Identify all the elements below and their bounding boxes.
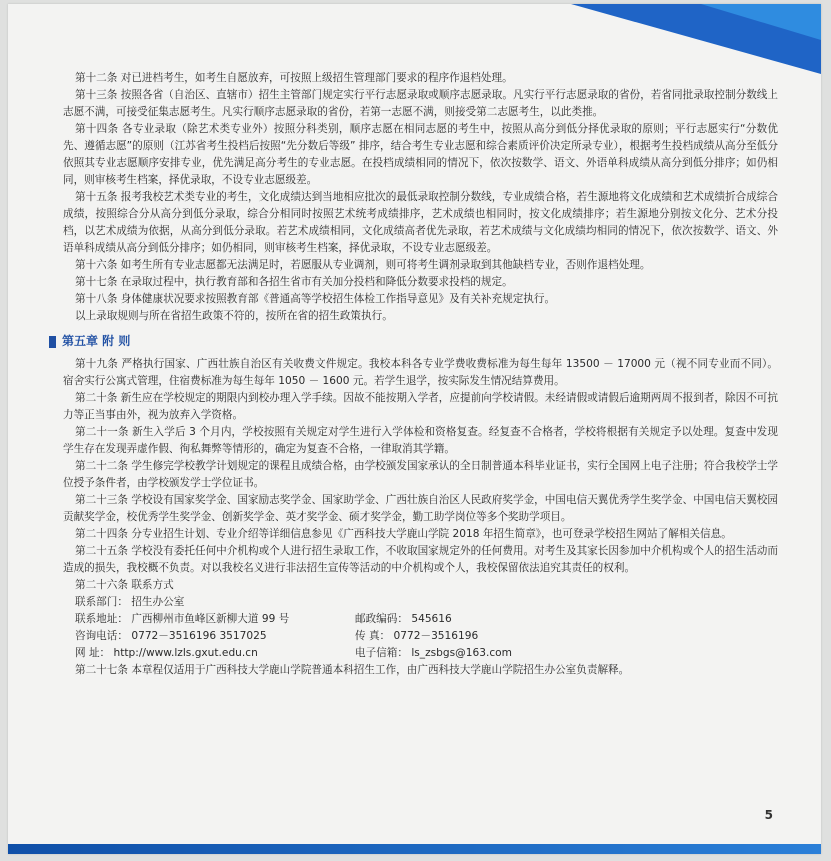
chapter-heading (49, 333, 778, 350)
contact-address: 联系地址： 广西柳州市鱼峰区新柳大道 99 号 (75, 613, 290, 625)
article-17: 第十七条 在录取过程中，执行教育部和各招生省市有关加分投档和降低分数要求投档的规定。 (75, 276, 513, 288)
contact-phone: 咨询电话： 0772－3516196 3517025 (75, 630, 267, 642)
contact-postcode: 邮政编码： 545616 (355, 613, 452, 625)
article-14: 第十四条 各专业录取（除艺术类专业外）按照分科类别，顺序志愿在相同志愿的考生中，按照从高分到低分择优录取的原则；平行志愿实行“分数优先、遵循志愿”的原则（江苏省考生投档后按照“先分数后等级” 排序，结合考生专业志愿和综合素质评价决定所录专业），根据考生投档成绩从高分至低分依照其专业志愿顺序安排专业，优先满足高分考生的专业志愿。在投档成绩相同的情况下，依次按数学、语文、外语单科成绩从高分到低分排序；如仍相同，则审核考生档案，择优录取，不设专业志愿级差。 (63, 123, 778, 186)
contact-row (75, 594, 778, 611)
contact-fax: 传 真： 0772－3516196 (355, 630, 479, 642)
article-24: 第二十四条 分专业招生计划、专业介绍等详细信息参见《广西科技大学鹿山学院 2018 年招生简章》，也可登录学校招生网站了解相关信息。 (75, 528, 732, 540)
contact-row (75, 628, 778, 645)
article-15: 第十五条 报考我校艺术类专业的考生，文化成绩达到当地相应批次的最低录取控制分数线，专业成绩合格，若生源地将文化成绩和艺术成绩折合成综合成绩，按照综合分从高分到低分录取，综合分相同时按照艺术统考成绩排序，艺术成绩也相同时，按文化成绩排序；若生源地分别按文化分、艺术分投档，以艺术成绩为依据，从高分到低分录取。若艺术成绩相同，文化成绩高者优先录取，若艺术成绩与文化成绩均相同的情况下，依次按数学、语文、外语单科成绩从高分到低分排序；如仍相同，则审核考生档案，择优录取，不设专业志愿级差。 (63, 191, 778, 254)
article-18: 第十八条 身体健康状况要求按照教育部《普通高等学校招生体检工作指导意见》及有关补充规定执行。 (75, 293, 556, 305)
article-26: 第二十六条 联系方式 (75, 579, 174, 591)
contact-website[interactable]: 网 址： http://www.lzls.gxut.edu.cn (75, 647, 258, 659)
article-22: 第二十二条 学生修完学校教学计划规定的课程且成绩合格，由学校颁发国家承认的全日制普通本科毕业证书，实行全国网上电子注册；符合我校学士学位授予条件者，由学校颁发学士学位证书。 (63, 460, 778, 489)
contact-dept: 联系部门： 招生办公室 (75, 596, 185, 608)
contact-block (63, 594, 778, 662)
corner-decoration-inner (701, 4, 821, 40)
article-23: 第二十三条 学校设有国家奖学金、国家励志奖学金、国家助学金、广西壮族自治区人民政府奖学金，中国电信天翼优秀学生奖学金、中国电信天翼校园贡献奖学金，校优秀学生奖学金、创新奖学金、英才奖学金、硕才奖学金，勤工助学岗位等多个奖助学项目。 (63, 494, 778, 523)
page-number: 5 (764, 808, 773, 822)
article-19: 第十九条 严格执行国家、广西壮族自治区有关收费文件规定。我校本科各专业学费收费标准为每生每年 13500 － 17000 元（视不同专业而不同）。宿舍实行公寓式管理，住宿费标准为每生每年 1050 － 1600 元。若学生退学，按实际发生情况结算费用。 (63, 358, 778, 387)
contact-row (75, 611, 778, 628)
article-12: 第十二条 对已进档考生，如考生自愿放弃，可按照上级招生管理部门要求的程序作退档处理。 (75, 72, 513, 84)
article-27: 第二十七条 本章程仅适用于广西科技大学鹿山学院普通本科招生工作，由广西科技大学鹿山学院招生办公室负责解释。 (75, 664, 630, 676)
document-page (8, 4, 821, 854)
page-content (63, 70, 778, 679)
article-13: 第十三条 按照各省（自治区、直辖市）招生主管部门规定实行平行志愿录取或顺序志愿录取。凡实行平行志愿录取的省份，若省同批录取控制分数线上志愿不满，可接受征集志愿考生。凡实行顺序志愿录取的省份，若第一志愿不满，则接受第二志愿考生，以此类推。 (63, 89, 778, 118)
contact-email[interactable]: 电子信箱： ls_zsbgs@163.com (355, 647, 512, 659)
article-20: 第二十条 新生应在学校规定的期限内到校办理入学手续。因故不能按期入学者，应提前向学校请假。未经请假或请假后逾期两周不报到者，除因不可抗力等正当事由外，视为放弃入学资格。 (63, 392, 778, 421)
article-25: 第二十五条 学校没有委托任何中介机构或个人进行招生录取工作，不收取国家规定外的任何费用。对考生及其家长因参加中介机构或个人的招生活动而造成的损失，我校概不负责。对以我校名义进行非法招生宣传等活动的中介机构或个人，我校保留依法追究其责任的权利。 (63, 545, 778, 574)
bottom-band (8, 844, 821, 854)
article-21: 第二十一条 新生入学后 3 个月内，学校按照有关规定对学生进行入学体检和资格复查。经复查不合格者，学校将根据有关规定予以处理。复查中发现学生存在发现弄虚作假、徇私舞弊等情形的，确定为复查不合格，一律取消其学籍。 (63, 426, 778, 455)
chapter-marker (49, 336, 56, 348)
article-16: 第十六条 如考生所有专业志愿都无法满足时，若愿服从专业调剂，则可将考生调剂录取到其他缺档专业，否则作退档处理。 (75, 259, 651, 271)
contact-row (75, 645, 778, 662)
admission-note: 以上录取规则与所在省招生政策不符的，按所在省的招生政策执行。 (75, 310, 393, 322)
chapter-title: 第五章 附 则 (62, 334, 131, 348)
